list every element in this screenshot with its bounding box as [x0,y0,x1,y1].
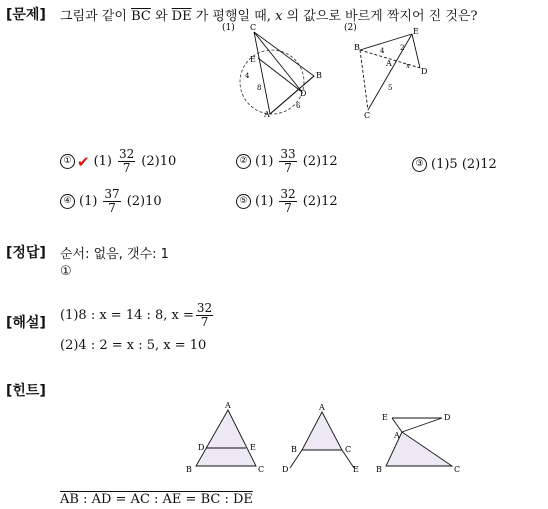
hint-fig1-c: C [258,465,265,474]
hint-fig3-e: E [382,413,388,422]
segment-bc: $\overline{BC}$ [131,9,151,24]
option-4-part1: (1) [79,194,98,209]
solution-tag: [해설] [6,315,46,331]
hint-formula: AB : AD = AC : AE = BC : DE [60,492,253,507]
answer-line-1: 순서: 없음, 갯수: 1 [60,247,169,262]
fig1-label-b: B [316,71,322,80]
hint-fig2-b: B [291,445,297,454]
variable-x: x [275,9,283,24]
option-1-part1: (1) [93,154,112,169]
question-text-c: 가 평행일 때, [195,9,271,24]
hint-fig3-b: B [376,465,382,474]
fig2-label-d: D [421,67,428,76]
solution-fraction: $\frac{32}{7}$ [196,301,213,329]
fig2-num-2: 2 [400,44,405,52]
hint-fig1-b: B [186,465,192,474]
hint-fig3-a: A [394,431,400,440]
option-4-part2: (2)10 [126,194,162,209]
fig1-num-4: 4 [245,72,250,80]
hint-fig1-e: E [250,443,256,452]
option-4-marker: ④ [60,194,75,209]
fig2-label-c: C [364,111,371,120]
question-text-b: 와 [154,9,168,24]
option-2[interactable] [236,148,338,175]
option-5-fraction: $\frac{32}{7}$ [280,187,296,215]
hint-tag: [힌트] [6,383,46,399]
figure-1-label: (1) [222,23,235,33]
hint-fig2-c: C [345,445,352,454]
fig2-var-x: x [406,62,410,70]
fig2-num-5: 5 [388,84,393,92]
fig2-num-4: 4 [380,47,385,55]
option-1[interactable] [60,148,176,175]
solution-line-1 [60,302,215,329]
option-2-part1: (1) [255,154,274,169]
option-5[interactable] [236,188,338,215]
option-5-marker: ⑤ [236,194,251,209]
hint-fig1-a: A [225,401,231,410]
option-2-part2: (2)12 [302,154,338,169]
figure-1 [220,20,330,120]
option-1-fraction: $\frac{32}{7}$ [119,147,135,175]
figure-2-label: (2) [344,23,357,33]
checkmark-icon: ✔ [77,152,90,171]
option-4[interactable] [60,188,162,215]
fig1-label-a: A [264,110,270,119]
hint-fig2-d: D [282,465,289,474]
fig2-label-b: B [354,43,360,52]
fig2-label-a: A [386,59,392,68]
option-5-part2: (2)12 [302,194,338,209]
option-1-part2: (2)10 [141,154,177,169]
option-2-marker: ② [236,154,251,169]
hint-fig2-e: E [353,465,359,474]
fig1-num-8: 8 [257,84,262,92]
option-4-fraction: $\frac{37}{7}$ [104,187,120,215]
hint-fig1-d: D [198,443,205,452]
fig1-label-c: C [250,23,257,32]
fig1-num-6: 6 [296,102,301,110]
hint-figures [180,400,480,480]
question-text-d: 의 값으로 바르게 짝지어 진 것은? [286,9,478,24]
option-5-part1: (1) [255,194,274,209]
option-3[interactable] [412,157,497,172]
option-1-marker: ① [60,154,75,169]
question-tag: [문제] [6,7,46,23]
question-text-a: 그림과 같이 [60,9,127,24]
fig1-label-d: D [300,89,307,98]
option-3-marker: ③ [412,157,427,172]
answer-tag: [정답] [6,245,46,261]
option-3-part1: (1)5 (2)12 [431,157,497,172]
segment-de: $\overline{DE}$ [171,9,192,24]
hint-fig3-d: D [444,413,451,422]
answer-line-2: ① [60,264,72,279]
option-2-fraction: $\frac{33}{7}$ [280,147,296,175]
fig2-label-e: E [413,27,419,36]
hint-fig2-a: A [319,403,325,412]
solution-line-2: (2)4 : 2 = x : 5, x = 10 [60,338,207,353]
fig1-label-e: E [250,55,256,64]
figure-2 [342,20,442,120]
hint-fig3-c: C [454,465,461,474]
solution-line-1-text: (1)8 : x = 14 : 8, x = [60,308,194,323]
